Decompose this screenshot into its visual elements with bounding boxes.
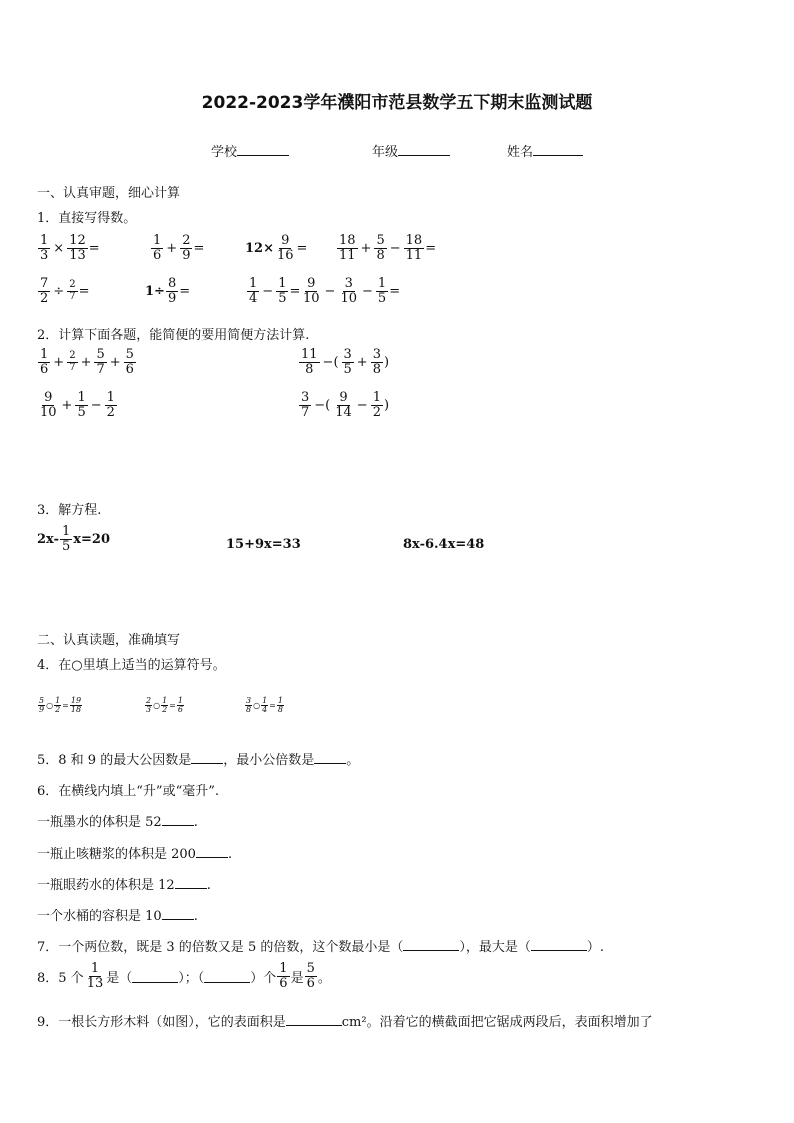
denominator: 18 [70, 705, 82, 715]
grade-field [372, 141, 450, 160]
q4-expr-c [244, 697, 285, 715]
text-segment: = [389, 283, 401, 299]
denominator: 7 [69, 361, 76, 373]
q1-expr-b [150, 234, 204, 262]
denominator: 9 [39, 705, 45, 715]
fraction [404, 234, 425, 262]
fraction [261, 697, 268, 715]
q6-item [37, 874, 211, 893]
text-segment: 12× [245, 240, 274, 256]
denominator: 7 [96, 361, 105, 377]
page-title: 2022-2023学年濮阳市范县数学五下期末监测试题 [201, 93, 593, 113]
text-segment: − [324, 283, 336, 299]
fraction [67, 351, 77, 373]
numerator: 5 [125, 347, 134, 362]
denominator: 13 [86, 975, 104, 991]
fraction [275, 234, 296, 262]
numerator: 11 [301, 347, 318, 362]
text-segment: + [61, 397, 73, 413]
grade-blank[interactable] [398, 143, 450, 156]
text-segment: = [289, 283, 301, 299]
fraction [277, 962, 289, 990]
numerator: 5 [306, 961, 315, 976]
q2-expr-a [37, 348, 137, 376]
q6-item [37, 843, 232, 862]
numerator: 9 [44, 390, 53, 405]
question-8 [37, 962, 331, 990]
numerator: 1 [162, 696, 168, 705]
fraction [38, 277, 50, 305]
q1-expr-a [37, 234, 100, 262]
numerator: 9 [281, 233, 290, 248]
text-segment: − [356, 397, 368, 413]
numerator: 9 [339, 390, 348, 405]
numerator: 1 [249, 276, 258, 291]
name-field [507, 141, 583, 160]
text-segment: + [53, 354, 65, 370]
numerator: 5 [39, 696, 45, 705]
numerator: 1 [40, 233, 49, 248]
denominator: 4 [262, 705, 268, 715]
question-9 [37, 1011, 653, 1030]
denominator: 8 [372, 361, 381, 377]
text-segment: 是 [290, 970, 304, 986]
denominator: 2 [106, 404, 115, 420]
question-4: 4．在○里填上适当的运算符号。 [37, 658, 226, 673]
text-segment: × [53, 240, 65, 256]
text-segment: 5．8 和 9 的最大公因数是 [37, 753, 192, 768]
text-segment: = [425, 240, 437, 256]
text-segment: ）. [586, 940, 604, 955]
denominator: 4 [249, 290, 258, 306]
answer-blank[interactable] [403, 938, 459, 951]
denominator: 8 [376, 247, 385, 263]
text-segment: 一瓶墨水的体积是 52 [37, 815, 162, 830]
denominator: 3 [40, 247, 49, 263]
numerator: 8 [167, 276, 177, 291]
fraction [276, 277, 288, 305]
question-5 [37, 749, 359, 768]
text-segment: 7．一个两位数，既是 3 的倍数又是 5 的倍数，这个数最小是（ [37, 940, 404, 955]
fraction [305, 962, 317, 990]
text-segment: 一瓶眼药水的体积是 12 [37, 878, 175, 893]
text-segment: . [227, 847, 233, 862]
denominator: 5 [377, 290, 387, 306]
q1-expr-e [37, 277, 89, 305]
numerator: 1 [177, 696, 183, 705]
text-segment: 1÷ [145, 283, 165, 299]
numerator: 2 [182, 233, 191, 248]
denominator: 11 [339, 247, 356, 263]
fraction [105, 391, 117, 419]
section-2-heading: 二、认真读题，准确填写 [37, 633, 181, 648]
section-1-heading: 一、认真审题，细心计算 [37, 186, 181, 201]
numerator: 2 [146, 696, 152, 705]
operator-circle[interactable]: ○ [153, 701, 161, 711]
fraction [277, 697, 284, 715]
fraction [38, 348, 50, 376]
numerator: 1 [279, 961, 288, 976]
denominator: 2 [162, 705, 168, 715]
fraction [245, 697, 252, 715]
fraction [166, 277, 178, 305]
denominator: 5 [77, 404, 86, 420]
fraction [247, 277, 259, 305]
numerator: 18 [405, 233, 423, 248]
text-segment: = [179, 283, 191, 299]
text-segment: 8．5 个 [37, 970, 84, 986]
school-blank[interactable] [237, 143, 289, 156]
text-segment: 一瓶止咳糖浆的体积是 200 [37, 847, 196, 862]
q2-expr-c [37, 391, 118, 419]
question-2: 2．计算下面各题，能简便的要用简便方法计算. [37, 328, 310, 343]
q1-expr-h [300, 277, 400, 305]
denominator: 10 [303, 290, 320, 306]
fraction [371, 348, 383, 376]
denominator: 2 [372, 404, 381, 420]
text-segment: ) [383, 354, 390, 370]
fraction [54, 697, 61, 715]
answer-blank[interactable] [162, 907, 194, 920]
text-segment: ）个 [250, 970, 277, 986]
q2-expr-b [298, 348, 389, 376]
q3-equation-a [37, 525, 110, 553]
q1-expr-d [336, 234, 436, 262]
fraction [38, 697, 45, 715]
denominator: 7 [69, 290, 76, 302]
denominator: 5 [343, 361, 352, 377]
denominator: 16 [276, 247, 294, 263]
question-1: 1．直接写得数。 [37, 211, 137, 226]
text-segment: 。 [317, 970, 331, 986]
fraction [70, 697, 82, 715]
numerator: 12 [69, 233, 86, 248]
denominator: 6 [40, 361, 49, 377]
numerator: 1 [372, 390, 381, 405]
answer-blank[interactable] [162, 813, 194, 826]
numerator: 7 [40, 276, 49, 291]
text-segment: . [193, 909, 198, 924]
text-segment: = [169, 701, 176, 711]
denominator: 5 [278, 290, 287, 306]
numerator: 19 [70, 696, 82, 705]
text-segment: ），最大是（ [459, 940, 531, 955]
denominator: 10 [40, 404, 57, 420]
denominator: 6 [306, 975, 315, 991]
text-segment: − [262, 283, 274, 299]
operator-circle[interactable]: ○ [253, 701, 261, 711]
numerator: 1 [277, 696, 283, 705]
fraction [67, 234, 88, 262]
denominator: 2 [55, 705, 61, 715]
numerator: 3 [344, 276, 353, 291]
question-3: 3．解方程. [37, 503, 102, 518]
school-field [211, 141, 289, 160]
denominator: 6 [279, 975, 288, 991]
fraction [177, 697, 184, 715]
grade-label: 年级 [372, 145, 399, 160]
numerator: 3 [246, 696, 252, 705]
fraction [337, 234, 358, 262]
fraction [333, 391, 354, 419]
text-segment: 一个水桶的容积是 10 [37, 909, 162, 924]
text-segment: −( [322, 354, 339, 370]
denominator: 6 [153, 247, 162, 263]
numerator: 1 [77, 390, 86, 405]
fraction [301, 277, 322, 305]
fraction [38, 391, 59, 419]
text-segment: − [362, 283, 373, 299]
text-segment: = [62, 701, 69, 711]
numerator: 5 [96, 347, 105, 362]
text-segment: = [193, 240, 205, 256]
question-7 [37, 936, 604, 955]
fraction [94, 348, 106, 376]
fraction [338, 277, 359, 305]
name-label: 姓名 [507, 145, 534, 160]
numerator: 1 [90, 961, 100, 976]
school-label: 学校 [211, 145, 238, 160]
fraction [60, 525, 72, 553]
text-segment: + [80, 354, 92, 370]
answer-blank[interactable] [204, 970, 250, 983]
numerator: 5 [376, 233, 385, 248]
text-segment: + [166, 240, 178, 256]
text-segment: = [269, 701, 276, 711]
numerator: 1 [377, 276, 387, 291]
denominator: 2 [40, 290, 49, 306]
numerator: 9 [307, 276, 316, 291]
denominator: 11 [405, 247, 423, 263]
numerator: 3 [372, 347, 381, 362]
numerator: 1 [40, 347, 49, 362]
text-segment: x=20 [73, 531, 110, 547]
denominator: 8 [277, 705, 283, 715]
numerator: 1 [106, 390, 115, 405]
fraction [180, 234, 192, 262]
operator-circle[interactable]: ○ [46, 701, 54, 711]
denominator: 14 [335, 404, 352, 420]
q6-item [37, 811, 198, 830]
fraction [124, 348, 136, 376]
answer-blank[interactable] [314, 751, 346, 764]
denominator: 13 [69, 247, 86, 263]
text-segment: 9．一根长方形木料（如图），它的表面积是 [37, 1015, 286, 1030]
text-segment: ，最小公倍数是 [223, 753, 315, 768]
fraction [374, 234, 386, 262]
numerator: 18 [339, 233, 356, 248]
text-segment: . [206, 878, 211, 893]
answer-blank[interactable] [196, 845, 228, 858]
answer-blank[interactable] [191, 751, 223, 764]
numerator: 3 [343, 347, 352, 362]
numerator: 1 [55, 696, 61, 705]
q1-expr-c [245, 234, 307, 262]
fraction [38, 234, 50, 262]
denominator: 8 [246, 705, 252, 715]
text-segment: = [78, 283, 90, 299]
fraction [299, 348, 320, 376]
text-segment: ) [383, 397, 390, 413]
denominator: 7 [301, 404, 310, 420]
numerator: 2 [69, 279, 76, 291]
numerator: 3 [301, 390, 310, 405]
denominator: 9 [182, 247, 191, 263]
fraction [376, 277, 388, 305]
text-segment: cm²。沿着它的横截面把它锯成两段后，表面积增加了 [341, 1015, 653, 1030]
q4-expr-a [37, 697, 83, 715]
text-segment: . [193, 815, 198, 830]
text-segment: = [88, 240, 100, 256]
denominator: 8 [305, 361, 314, 377]
name-blank[interactable] [533, 143, 583, 156]
denominator: 3 [146, 705, 152, 715]
denominator: 5 [61, 538, 71, 554]
text-segment: ÷ [53, 283, 65, 299]
answer-blank[interactable] [175, 876, 207, 889]
denominator: 9 [167, 290, 177, 306]
answer-blank[interactable] [132, 970, 178, 983]
fraction [85, 962, 106, 990]
denominator: 6 [177, 705, 183, 715]
fraction [67, 280, 77, 302]
fraction [75, 391, 87, 419]
numerator: 1 [153, 233, 162, 248]
fraction [342, 348, 354, 376]
denominator: 6 [125, 361, 134, 377]
text-segment: 2x- [37, 531, 59, 547]
numerator: 1 [278, 276, 287, 291]
fraction [145, 697, 152, 715]
q3-equation-c: 8x-6.4x=48 [403, 537, 485, 552]
numerator: 1 [61, 524, 71, 539]
answer-blank[interactable] [531, 938, 587, 951]
question-6: 6．在横线内填上“升”或“毫升”. [37, 784, 219, 799]
fraction [161, 697, 168, 715]
fraction [151, 234, 163, 262]
text-segment: − [90, 397, 102, 413]
fraction [299, 391, 311, 419]
text-segment: + [109, 354, 121, 370]
q6-item [37, 905, 198, 924]
text-segment: − [389, 240, 401, 256]
text-segment: 是（ [106, 970, 133, 986]
q2-expr-d [298, 391, 389, 419]
text-segment: + [360, 240, 372, 256]
q1-expr-g [246, 277, 300, 305]
answer-blank[interactable] [286, 1013, 342, 1026]
q4-expr-b [144, 697, 185, 715]
numerator: 1 [262, 696, 268, 705]
denominator: 10 [340, 290, 357, 306]
text-segment: 。 [346, 753, 360, 768]
text-segment: −( [314, 397, 331, 413]
text-segment: = [296, 240, 308, 256]
text-segment: ）；（ [178, 970, 205, 986]
numerator: 2 [69, 350, 76, 362]
q3-equation-b: 15+9x=33 [226, 537, 301, 552]
text-segment: + [356, 354, 368, 370]
q1-expr-f [145, 277, 190, 305]
fraction [371, 391, 383, 419]
